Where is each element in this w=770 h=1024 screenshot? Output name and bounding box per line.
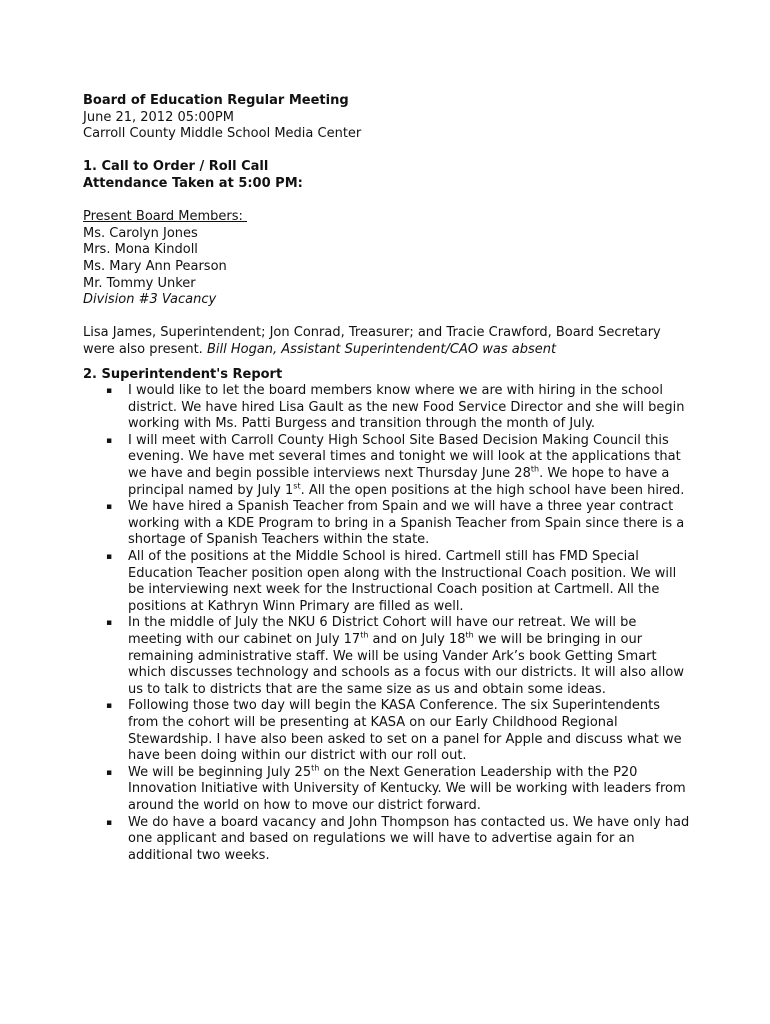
section-2-heading: 2. Superintendent's Report [83,366,283,382]
ordinal-suffix: th [311,763,320,773]
report-bullet-text: Following those two day will begin the KASA Conference. The six Superintendents from the cohort will be presenting at KASA on our Early Childhood Regional Stewardship. I have also been asked to set on a panel for Apple and discuss what we have been doing within our district with our roll out. [128,698,682,764]
report-bullet-text-a: In the middle of July the NKU 6 District Cohort will have our retreat. We will be meeting with our cabinet on July 17 [128,615,637,647]
report-bullet-7 [106,763,693,815]
spacer [83,193,693,210]
meeting-location: Carroll County Middle School Media Center [83,126,362,142]
report-bullet-text-a: I will meet with Carroll County High School Site Based Decision Making Council this evening. We have met several times and tonight we will look at the applications that we have and begin possible interviews next Thursday June 28 [128,432,681,482]
report-bullet-text-c: we will be bringing in our remaining administrative staff. We will be using Vander Ark’s book Getting Smart which discusses technology and schools as a focus with our districts. It will also allow us to talk to districts that are the same size as us and obtain some ideas. [128,632,684,697]
member-1: Ms. Carolyn Jones [83,225,198,241]
present-members-label-text: Present Board Members: [83,209,248,225]
report-bullet-list [83,383,693,864]
report-bullet-text-b: on the Next Generation Leadership with the P20 Innovation Initiative with University of Kentucky. We will be working with leaders from around the world on how to move our district forward. [128,764,686,813]
ordinal-suffix: th [465,630,474,640]
report-bullet-text-a: We will be beginning July 25 [128,764,312,780]
report-bullet-text-c: . All the open positions at the high school have been hired. [300,482,685,498]
absent-text: Bill Hogan, Assistant Superintendent/CAO was absent [206,341,557,357]
report-bullet-5 [106,615,693,698]
bullet-marker: ▪ [106,386,113,397]
present-members-label [83,209,693,226]
bullet-marker: ▪ [106,701,113,712]
bullet-marker: ▪ [106,435,113,446]
report-bullet-text-b: and on July 18 [368,632,466,647]
report-bullet-6 [106,698,693,764]
report-bullet-2 [106,432,693,499]
bullet-marker: ▪ [106,817,113,828]
attendance-heading: Attendance Taken at 5:00 PM: [83,175,303,191]
ordinal-suffix: th [360,630,369,640]
report-bullet-4 [106,549,693,615]
ordinal-suffix: st [293,481,301,491]
spacer [83,309,693,326]
section-1-heading: 1. Call to Order / Roll Call [83,159,269,175]
bullet-marker: ▪ [106,618,113,629]
report-bullet-text: I would like to let the board members know where we are with hiring in the school district. We have hired Lisa Gault as the new Food Service Director and she will begin working with Ms. Patti Burgess and transition through the month of July. [128,383,685,432]
meeting-title: Board of Education Regular Meeting [83,93,349,108]
also-present-paragraph [83,325,693,358]
document-body [83,93,693,864]
division-vacancy: Division #3 Vacancy [83,292,217,308]
report-bullet-1 [106,383,693,433]
report-bullet-text: All of the positions at the Middle School is hired. Cartmell still has FMD Special Education Teacher position open along with the Instructional Coach position. We will be interviewing next week for the Instructional Coach position at Cartmell. All the positions at Kathryn Winn Primary are filled as well. [128,549,677,614]
bullet-marker: ▪ [106,767,113,778]
spacer [83,143,693,160]
report-bullet-3 [106,499,693,549]
report-bullet-text-b: . We hope to have a principal named by July 1 [128,466,670,498]
member-2: Mrs. Mona Kindoll [83,242,198,258]
report-bullet-8 [106,814,693,865]
meeting-datetime: June 21, 2012 05:00PM [83,109,234,125]
member-3: Ms. Mary Ann Pearson [83,258,227,274]
also-present-text: Lisa James, Superintendent; Jon Conrad, Treasurer; and Tracie Crawford, Board Secretary were also present. [83,325,661,357]
report-bullet-text: We do have a board vacancy and John Thompson has contacted us. We have only had one applicant and based on regulations we will have to advertise again for an additional two weeks. [128,814,690,863]
ordinal-suffix: th [530,464,540,474]
member-4: Mr. Tommy Unker [83,275,196,291]
bullet-marker: ▪ [106,552,113,563]
report-bullet-text: We have hired a Spanish Teacher from Spain and we will have a three year contract working with a KDE Program to bring in a Spanish Teacher from Spain since there is a shortage of Spanish Teachers within the state. [128,499,685,548]
spacer [83,359,693,367]
bullet-marker: ▪ [106,502,113,513]
